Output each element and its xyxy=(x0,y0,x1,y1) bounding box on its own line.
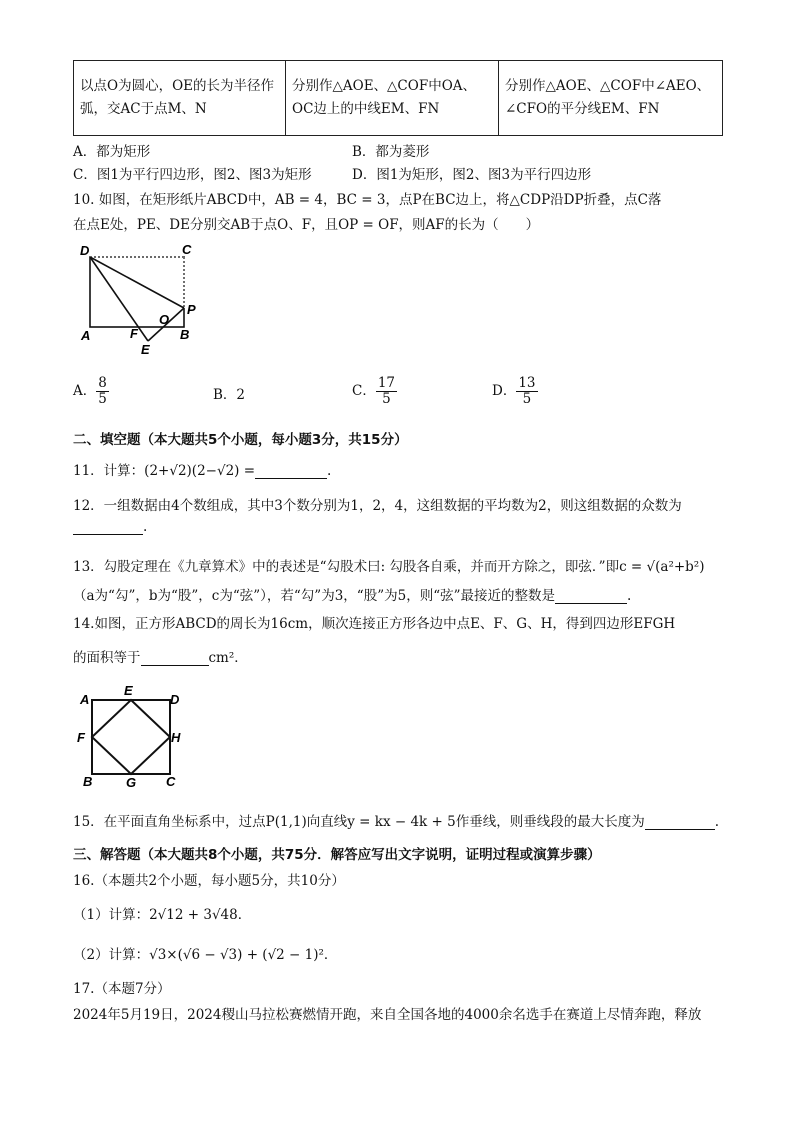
q14-line-2: 的面积等于 cm²． xyxy=(73,650,248,666)
section-2-heading: 二、填空题（本大题共5个小题，每小题3分，共15分） xyxy=(73,432,408,448)
fig10-label-o: O xyxy=(159,312,170,327)
fig10-label-e: E xyxy=(141,342,150,357)
table-cell-3: 分别作△AOE、△COF中∠AEO、∠CFO的平分线EM、FN xyxy=(499,61,723,136)
fig14-label-g: G xyxy=(126,775,137,790)
q10-option-b: B．2 xyxy=(213,387,246,403)
q12-line-1: 12．一组数据由4个数组成，其中3个数分别为1，2，4，这组数据的平均数为2，则这组数据的众数为 xyxy=(73,498,682,514)
construction-table xyxy=(73,60,723,136)
fig10-label-f: F xyxy=(130,326,138,341)
q10-option-a: A． $\frac{8}{5}$ xyxy=(73,375,107,407)
fig14-label-h: H xyxy=(171,730,181,745)
q10-option-d: D． $\frac{13}{5}$ xyxy=(492,375,536,407)
q12-line-2: . xyxy=(73,519,147,535)
fig14-label-c: C xyxy=(166,774,176,789)
q11: 11．计算：(2+√2)(2−√2) = . xyxy=(73,463,332,479)
q15: 15．在平面直角坐标系中，过点P(1,1)向直线y = kx − 4k + 5作垂线，则垂线段的最大长度为 . xyxy=(73,814,720,830)
table-cell-1: 以点O为圆心，OE的长为半径作弧，交AC于点M、N xyxy=(74,61,286,136)
table-cell-2: 分别作△AOE、△COF中OA、OC边上的中线EM、FN xyxy=(286,61,499,136)
q10-option-c: C． $\frac{17}{5}$ xyxy=(352,375,396,407)
fig10-label-c: C xyxy=(182,242,192,257)
q10-line-1: 10. 如图，在矩形纸片ABCD中，AB = 4，BC = 3，点P在BC边上，将△CDP沿DP折叠，点C落 xyxy=(73,192,662,208)
fig14-label-b: B xyxy=(83,774,93,789)
section-3-heading: 三、解答题（本大题共8个小题，共75分．解答应写出文字说明，证明过程或演算步骤） xyxy=(73,847,601,863)
q16-head: 16.（本题共2个小题，每小题5分，共10分） xyxy=(73,873,345,889)
q9-option-a: A．都为矩形 xyxy=(73,144,151,160)
q14-square-figure xyxy=(74,680,194,790)
q9-option-d: D．图1为矩形，图2、图3为平行四边形 xyxy=(352,167,592,183)
q14-line-1: 14.如图，正方形ABCD的周长为16cm，顺次连接正方形各边中点E、F、G、H，得到四边形EFGH xyxy=(73,616,676,632)
q10-line-2: 在点E处，PE、DE分别交AB于点O、F，且OP = OF，则AF的长为（ ） xyxy=(73,217,540,233)
q13-line-2: （a为“勾”，b为“股”，c为“弦”），若“勾”为3，“股”为5，则“弦”最接近的整数是 . xyxy=(73,588,632,604)
q10-rectangle-figure xyxy=(74,240,204,358)
fig10-label-d: D xyxy=(80,243,90,258)
fig10-label-a: A xyxy=(81,328,91,343)
q9-option-c: C．图1为平行四边形，图2、图3为矩形 xyxy=(73,167,312,183)
q16-part-2: （2）计算：√3×(√6 − √3) + (√2 − 1)²． xyxy=(73,947,338,963)
fig14-label-d: D xyxy=(170,692,180,707)
q17-head: 17.（本题7分） xyxy=(73,981,171,997)
q17-line-1: 2024年5月19日，2024稷山马拉松赛燃情开跑，来自全国各地的4000余名选手在赛道上尽情奔跑，释放 xyxy=(73,1007,702,1023)
fig10-label-b: B xyxy=(180,327,190,342)
q9-option-b: B．都为菱形 xyxy=(352,144,430,160)
fig14-label-e: E xyxy=(124,683,133,698)
fig10-label-p: P xyxy=(187,302,196,317)
fig14-label-a: A xyxy=(80,692,90,707)
q13-line-1: 13．勾股定理在《九章算术》中的表述是“勾股术曰: 勾股各自乘，并而开方除之，即弦．”即c = √(a²+b²) xyxy=(73,559,705,575)
fig14-label-f: F xyxy=(77,730,85,745)
q16-part-1: （1）计算：2√12 + 3√48． xyxy=(73,907,252,923)
